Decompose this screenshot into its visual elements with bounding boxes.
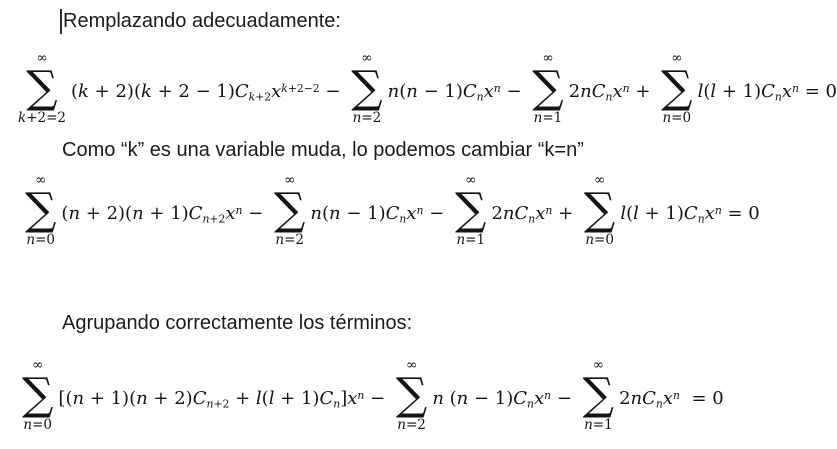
sigma-icon: ∑: [582, 368, 615, 420]
sigma-icon: ∑: [455, 183, 487, 235]
sum-lower-limit: n=2: [275, 231, 305, 248]
sum-lower-limit: n=1: [584, 416, 613, 433]
sigma-icon: ∑: [395, 368, 428, 420]
sum-upper-limit: ∞: [592, 357, 604, 373]
sum-upper-limit: ∞: [465, 172, 477, 188]
sigma-icon: ∑: [26, 61, 58, 113]
math-run: 2nCnx$^n$ = 0: [619, 388, 724, 411]
superscript: n: [493, 82, 501, 96]
sigma-icon: ∑: [274, 183, 306, 235]
sum-operator: [455, 174, 486, 247]
sigma-icon: ∑: [25, 183, 57, 235]
sum-lower-limit: n=0: [585, 231, 614, 248]
superscript: n: [714, 204, 722, 218]
sum-operator: [583, 359, 614, 432]
sum-lower-limit: n=2: [397, 416, 426, 433]
superscript: n: [235, 204, 243, 218]
math-run: n(n − 1)Cnx$^n$ −: [387, 81, 528, 104]
sum-upper-limit: ∞: [542, 50, 554, 66]
equation-1[interactable]: [18, 52, 837, 125]
sigma-icon: ∑: [532, 61, 564, 113]
sum-operator: [532, 52, 563, 125]
sum-operator: [661, 52, 692, 125]
subscript: n: [605, 90, 613, 104]
subscript: n: [527, 397, 534, 411]
subscript: n+2: [206, 397, 230, 411]
subscript: n+2: [202, 212, 226, 226]
sum-upper-limit: ∞: [32, 357, 44, 373]
sum-lower-limit: n=0: [662, 109, 692, 126]
math-run: $[(n + 1)(n + 2)Cn+2 + l(l + 1)Cn]x^n$ −: [58, 388, 391, 411]
subscript: n: [655, 397, 663, 411]
sigma-icon: ∑: [22, 368, 54, 420]
superscript: n: [673, 389, 680, 403]
text-caret: [60, 9, 62, 34]
superscript: k+2−2: [281, 82, 320, 96]
sigma-icon: ∑: [583, 183, 616, 235]
subscript: n: [476, 90, 484, 104]
subscript: n: [774, 90, 782, 104]
superscript: n: [357, 389, 365, 403]
sum-operator: [18, 52, 66, 125]
sum-operator: [25, 174, 56, 247]
subscript: n: [697, 212, 705, 226]
sum-upper-limit: ∞: [405, 357, 418, 373]
superscript: n: [622, 82, 630, 96]
sum-operator: [22, 359, 53, 432]
sum-upper-limit: ∞: [594, 172, 606, 188]
sum-operator: [584, 174, 615, 247]
paragraph-agrupando[interactable]: Agrupando correctamente los términos:: [62, 312, 413, 334]
superscript: n: [545, 204, 553, 218]
paragraph-variable-muda[interactable]: Como “k” es una variable muda, lo podemos cambiar “k=n”: [62, 139, 584, 161]
math-run: l(l + 1)Cnx$^n$ = 0: [620, 203, 760, 226]
sum-upper-limit: ∞: [361, 50, 373, 66]
superscript: n: [544, 389, 552, 403]
sum-upper-limit: ∞: [671, 50, 683, 66]
sum-upper-limit: ∞: [35, 172, 47, 188]
superscript: n: [416, 204, 424, 218]
math-run: n (n − 1)Cnx$^n$ −: [432, 388, 578, 411]
paragraph-remplazando[interactable]: Remplazando adecuadamente:: [63, 10, 341, 32]
equation-3[interactable]: [22, 359, 724, 432]
subscript: n: [333, 397, 341, 411]
sum-lower-limit: n=2: [352, 109, 382, 126]
math-run: $(k + 2)(k + 2 - 1)Ck+2x^{k+2-2}$ −: [71, 81, 347, 104]
sum-lower-limit: k+2=2: [18, 109, 66, 126]
sum-operator: [274, 174, 305, 247]
sum-lower-limit: n=0: [23, 416, 53, 433]
sum-upper-limit: ∞: [36, 50, 48, 66]
subscript: k+2: [248, 90, 272, 104]
math-run: l(l + 1)Cnx$^n$ = 0: [697, 81, 837, 104]
math-run: 2nCnx$^n$ +: [568, 81, 657, 104]
sum-lower-limit: n=1: [533, 109, 563, 126]
math-run: 2nCnx$^n$ +: [491, 203, 579, 226]
sum-operator: [351, 52, 382, 125]
superscript: n: [792, 82, 799, 96]
sum-upper-limit: ∞: [284, 172, 296, 188]
sum-lower-limit: n=1: [456, 231, 486, 248]
sigma-icon: ∑: [661, 61, 693, 113]
sum-lower-limit: n=0: [26, 231, 56, 248]
sum-operator: [396, 359, 427, 432]
sigma-icon: ∑: [351, 61, 383, 113]
math-run: n(n − 1)Cnx$^n$ −: [310, 203, 451, 226]
subscript: n: [528, 212, 536, 226]
math-run: $(n + 2)(n + 1)Cn+2x^n$ −: [61, 203, 269, 226]
subscript: n: [399, 212, 407, 226]
equation-2[interactable]: [25, 174, 760, 247]
